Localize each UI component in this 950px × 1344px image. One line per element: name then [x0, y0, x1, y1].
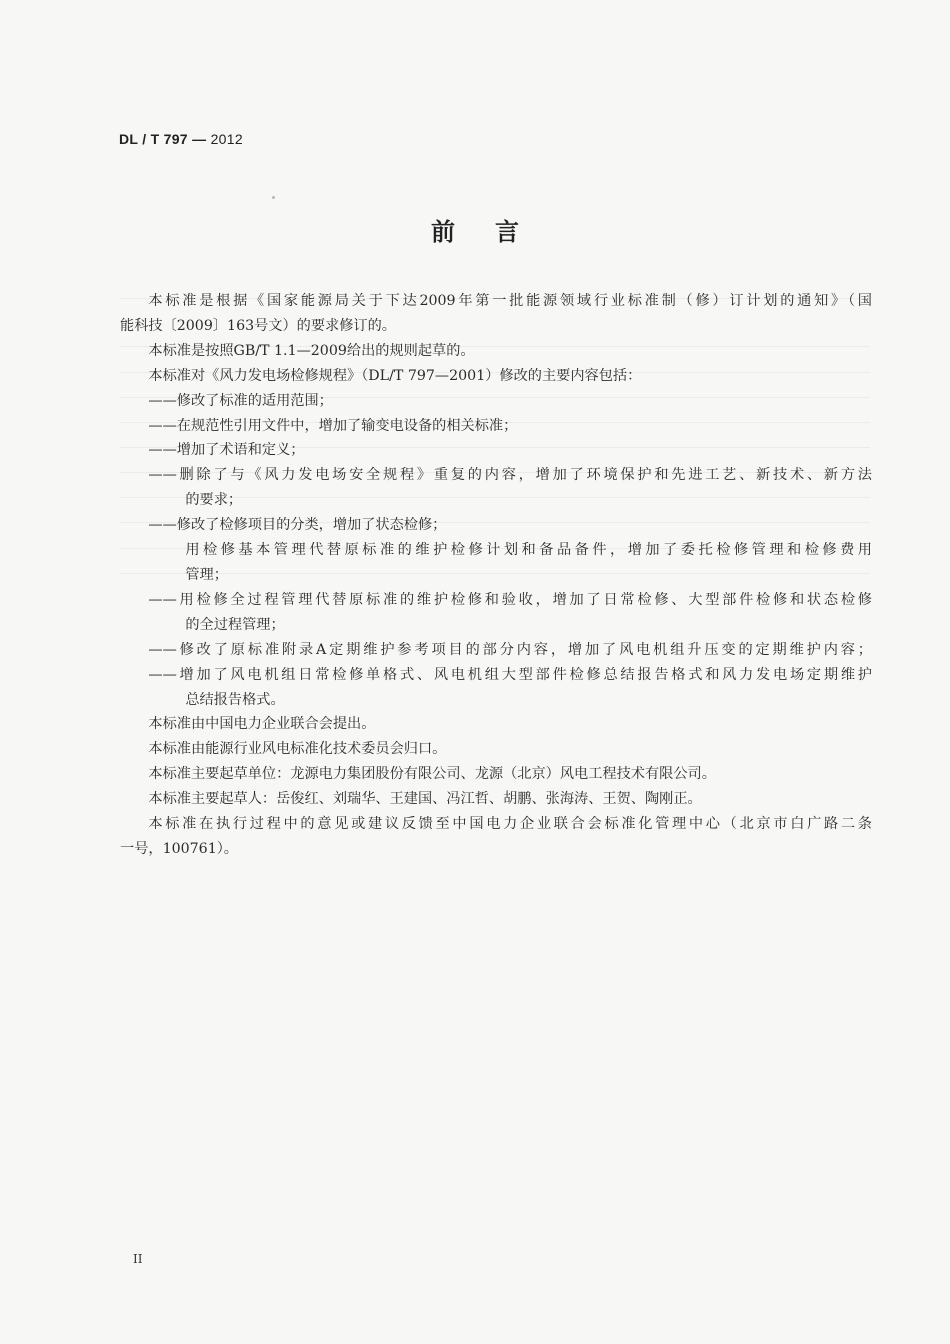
list-item: ——增加了风电机组日常检修单格式、风电机组大型部件检修总结报告格式和风力发电场定期维护 [148, 666, 872, 683]
foreword-body [120, 289, 872, 862]
list-item: ——增加了术语和定义； [148, 442, 305, 459]
paragraph-line: 本标准在执行过程中的意见或建议反馈至中国电力企业联合会标准化管理中心（北京市白广路二条 [148, 816, 872, 833]
list-item-continuation: 总结报告格式。 [185, 691, 285, 708]
list-item: ——修改了原标准附录A定期维护参考项目的部分内容，增加了风电机组升压变的定期维护内容； [148, 641, 872, 658]
page-number: II [133, 1252, 143, 1266]
paragraph-line: 本标准是按照GB/T 1.1—2009给出的规则起草的。 [148, 342, 475, 359]
paragraph-line: 本标准主要起草人：岳俊红、刘瑞华、王建国、冯江哲、胡鹏、张海涛、王贺、陶刚正。 [148, 791, 702, 808]
list-item: ——用检修全过程管理代替原标准的维护检修和验收，增加了日常检修、大型部件检修和状态检修 [148, 591, 872, 608]
list-item: 用检修基本管理代替原标准的维护检修计划和备品备件，增加了委托检修管理和检修费用 [185, 542, 872, 559]
paragraph-line: 本标准是根据《国家能源局关于下达2009年第一批能源领域行业标准制（修）订计划的通知》（国 [148, 293, 872, 309]
page-title: 前言 [431, 217, 559, 246]
paragraph-line: 本标准主要起草单位：龙源电力集团股份有限公司、龙源（北京）风电工程技术有限公司。 [148, 766, 716, 783]
list-item-continuation: 管理； [185, 566, 228, 583]
list-item: ——修改了检修项目的分类，增加了状态检修； [148, 517, 447, 534]
paragraph-line: 本标准由中国电力企业联合会提出。 [148, 716, 376, 733]
list-item: ——删除了与《风力发电场安全规程》重复的内容，增加了环境保护和先进工艺、新技术、新方法 [148, 467, 872, 484]
list-item-continuation: 的要求； [185, 492, 243, 509]
list-item: ——修改了标准的适用范围； [148, 392, 333, 409]
doc-code-prefix: DL / T 797 — [119, 131, 207, 147]
paragraph-line: 本标准由能源行业风电标准化技术委员会归口。 [148, 741, 447, 758]
list-item-continuation: 的全过程管理； [185, 616, 285, 633]
paragraph-line: 一号，100761）。 [120, 840, 238, 857]
doc-code-year: 2012 [210, 131, 243, 147]
document-code [119, 131, 243, 147]
scan-speck [272, 196, 275, 199]
list-item: ——在规范性引用文件中，增加了输变电设备的相关标准； [148, 417, 518, 434]
paragraph-line: 本标准对《风力发电场检修规程》（DL/T 797—2001）修改的主要内容包括： [148, 367, 642, 384]
paragraph-line: 能科技〔2009〕163号文）的要求修订的。 [120, 317, 396, 334]
